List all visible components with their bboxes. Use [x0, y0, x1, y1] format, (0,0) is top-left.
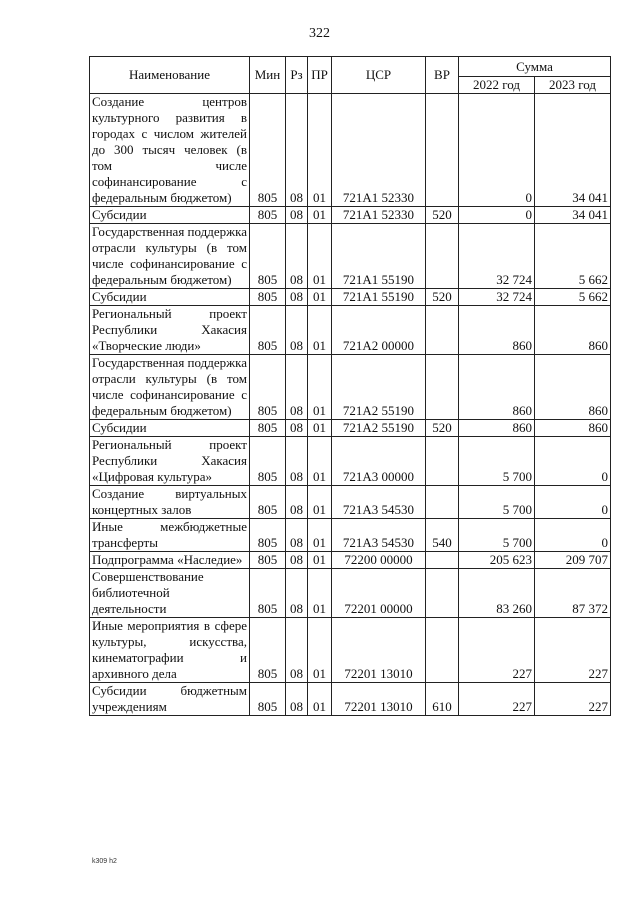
cell-sum-2023: 227 — [535, 683, 611, 716]
table-row — [90, 289, 611, 306]
footer-code: k309 h2 — [92, 858, 117, 865]
cell-vr — [426, 486, 459, 519]
cell-vr — [426, 306, 459, 355]
cell-sum-2023: 227 — [535, 618, 611, 683]
cell-sum-2023: 209 707 — [535, 552, 611, 569]
table-row — [90, 94, 611, 207]
table-row — [90, 224, 611, 289]
header-csr: ЦСР — [332, 57, 426, 94]
cell-pr: 01 — [308, 569, 332, 618]
cell-rz: 08 — [286, 437, 308, 486]
page-number: 322 — [309, 26, 330, 41]
cell-min: 805 — [250, 486, 286, 519]
cell-min: 805 — [250, 569, 286, 618]
header-min: Мин — [250, 57, 286, 94]
cell-vr: 520 — [426, 420, 459, 437]
cell-vr: 520 — [426, 207, 459, 224]
cell-csr: 721А1 52330 — [332, 207, 426, 224]
cell-min: 805 — [250, 224, 286, 289]
cell-name: Субсидии — [90, 207, 250, 224]
cell-name: Подпрограмма «Наследие» — [90, 552, 250, 569]
cell-csr: 721А3 54530 — [332, 486, 426, 519]
cell-pr: 01 — [308, 437, 332, 486]
cell-name: Субсидии бюджетным учреждениям — [90, 683, 250, 716]
cell-pr: 01 — [308, 207, 332, 224]
header-pr: ПР — [308, 57, 332, 94]
cell-pr: 01 — [308, 355, 332, 420]
cell-name: Государственная поддержка отрасли культуры (в том числе софинансирование с федеральным бюджетом) — [90, 224, 250, 289]
cell-min: 805 — [250, 420, 286, 437]
cell-rz: 08 — [286, 683, 308, 716]
cell-vr — [426, 355, 459, 420]
cell-name: Государственная поддержка отрасли культуры (в том числе софинансирование с федеральным бюджетом) — [90, 355, 250, 420]
header-year-2022: 2022 год — [459, 77, 535, 94]
cell-pr: 01 — [308, 486, 332, 519]
cell-sum-2022: 227 — [459, 683, 535, 716]
cell-rz: 08 — [286, 306, 308, 355]
cell-name: Региональный проект Республики Хакасия «Цифровая культура» — [90, 437, 250, 486]
cell-min: 805 — [250, 683, 286, 716]
table-row — [90, 618, 611, 683]
cell-rz: 08 — [286, 224, 308, 289]
cell-pr: 01 — [308, 552, 332, 569]
cell-vr — [426, 552, 459, 569]
table-row — [90, 420, 611, 437]
cell-pr: 01 — [308, 618, 332, 683]
header-rz: Рз — [286, 57, 308, 94]
header-vr: ВР — [426, 57, 459, 94]
cell-rz: 08 — [286, 420, 308, 437]
cell-csr: 721А3 00000 — [332, 437, 426, 486]
cell-sum-2023: 5 662 — [535, 289, 611, 306]
cell-csr: 721А2 00000 — [332, 306, 426, 355]
table-row — [90, 306, 611, 355]
header-row — [90, 57, 611, 77]
cell-min: 805 — [250, 94, 286, 207]
cell-sum-2022: 83 260 — [459, 569, 535, 618]
header-name: Наименование — [90, 57, 250, 94]
cell-min: 805 — [250, 552, 286, 569]
header-year-2023: 2023 год — [535, 77, 611, 94]
cell-name: Иные межбюджетные трансферты — [90, 519, 250, 552]
cell-min: 805 — [250, 519, 286, 552]
cell-sum-2022: 0 — [459, 94, 535, 207]
cell-sum-2022: 205 623 — [459, 552, 535, 569]
cell-sum-2023: 87 372 — [535, 569, 611, 618]
cell-vr — [426, 618, 459, 683]
cell-min: 805 — [250, 355, 286, 420]
table-row — [90, 355, 611, 420]
cell-sum-2023: 0 — [535, 437, 611, 486]
table-row — [90, 519, 611, 552]
cell-min: 805 — [250, 618, 286, 683]
cell-csr: 721А2 55190 — [332, 355, 426, 420]
cell-name: Совершенствование библиотечной деятельности — [90, 569, 250, 618]
cell-name: Создание виртуальных концертных залов — [90, 486, 250, 519]
cell-csr: 72201 13010 — [332, 683, 426, 716]
cell-sum-2022: 860 — [459, 355, 535, 420]
cell-name: Иные мероприятия в сфере культуры, искусства, кинематографии и архивного дела — [90, 618, 250, 683]
cell-csr: 72201 00000 — [332, 569, 426, 618]
cell-sum-2023: 860 — [535, 420, 611, 437]
cell-name: Создание центров культурного развития в городах с числом жителей до 300 тысяч человек (в том числе софинансирование с федеральным бюджетом) — [90, 94, 250, 207]
table-row — [90, 683, 611, 716]
cell-min: 805 — [250, 289, 286, 306]
cell-sum-2022: 5 700 — [459, 519, 535, 552]
cell-sum-2022: 5 700 — [459, 437, 535, 486]
cell-sum-2023: 34 041 — [535, 94, 611, 207]
cell-vr: 540 — [426, 519, 459, 552]
cell-vr: 520 — [426, 289, 459, 306]
cell-rz: 08 — [286, 355, 308, 420]
cell-sum-2022: 860 — [459, 306, 535, 355]
cell-sum-2022: 860 — [459, 420, 535, 437]
table-row — [90, 486, 611, 519]
cell-vr — [426, 437, 459, 486]
cell-sum-2022: 32 724 — [459, 224, 535, 289]
cell-sum-2022: 5 700 — [459, 486, 535, 519]
cell-pr: 01 — [308, 519, 332, 552]
cell-sum-2023: 0 — [535, 519, 611, 552]
cell-vr — [426, 569, 459, 618]
cell-rz: 08 — [286, 552, 308, 569]
cell-sum-2022: 0 — [459, 207, 535, 224]
cell-pr: 01 — [308, 306, 332, 355]
cell-rz: 08 — [286, 94, 308, 207]
cell-min: 805 — [250, 306, 286, 355]
cell-sum-2022: 227 — [459, 618, 535, 683]
cell-pr: 01 — [308, 420, 332, 437]
cell-csr: 72201 13010 — [332, 618, 426, 683]
cell-vr — [426, 94, 459, 207]
cell-name: Субсидии — [90, 420, 250, 437]
cell-pr: 01 — [308, 224, 332, 289]
cell-rz: 08 — [286, 569, 308, 618]
cell-sum-2023: 860 — [535, 355, 611, 420]
cell-min: 805 — [250, 437, 286, 486]
cell-pr: 01 — [308, 94, 332, 207]
cell-sum-2023: 5 662 — [535, 224, 611, 289]
cell-csr: 721А3 54530 — [332, 519, 426, 552]
cell-sum-2023: 860 — [535, 306, 611, 355]
cell-sum-2022: 32 724 — [459, 289, 535, 306]
budget-table — [89, 56, 611, 716]
cell-name: Субсидии — [90, 289, 250, 306]
cell-rz: 08 — [286, 486, 308, 519]
cell-min: 805 — [250, 207, 286, 224]
cell-csr: 721А1 55190 — [332, 289, 426, 306]
cell-csr: 721А1 55190 — [332, 224, 426, 289]
cell-rz: 08 — [286, 519, 308, 552]
cell-rz: 08 — [286, 618, 308, 683]
cell-sum-2023: 0 — [535, 486, 611, 519]
cell-sum-2023: 34 041 — [535, 207, 611, 224]
header-sum: Сумма — [459, 57, 611, 77]
table-row — [90, 207, 611, 224]
cell-pr: 01 — [308, 683, 332, 716]
cell-vr — [426, 224, 459, 289]
table-row — [90, 569, 611, 618]
cell-pr: 01 — [308, 289, 332, 306]
table-row — [90, 552, 611, 569]
cell-rz: 08 — [286, 207, 308, 224]
table-body — [90, 94, 611, 716]
cell-vr: 610 — [426, 683, 459, 716]
cell-rz: 08 — [286, 289, 308, 306]
cell-csr: 721А1 52330 — [332, 94, 426, 207]
table-row — [90, 437, 611, 486]
cell-csr: 72200 00000 — [332, 552, 426, 569]
cell-name: Региональный проект Республики Хакасия «Творческие люди» — [90, 306, 250, 355]
cell-csr: 721А2 55190 — [332, 420, 426, 437]
